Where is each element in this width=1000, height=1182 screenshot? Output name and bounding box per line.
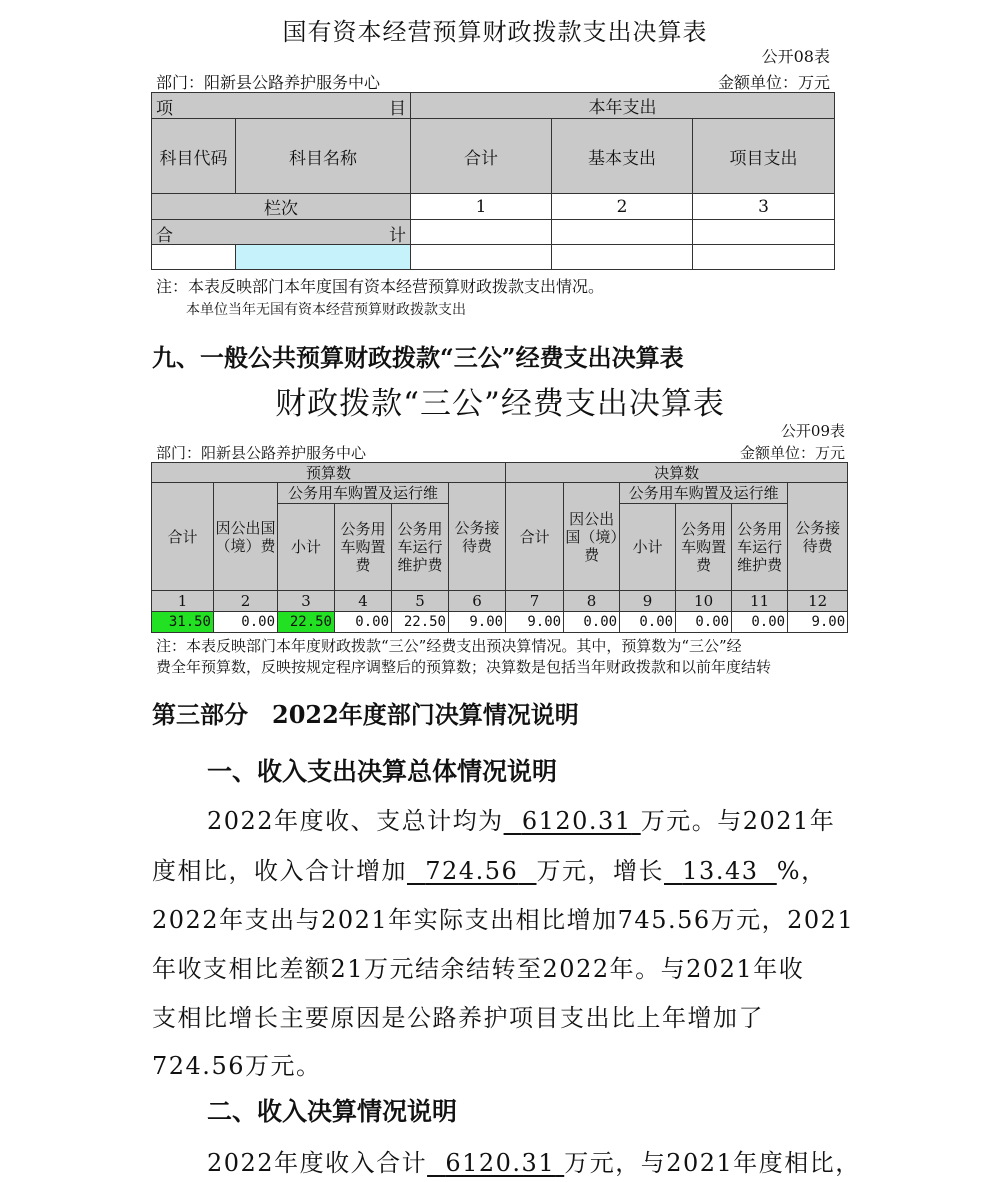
- value-cell: 0.00: [564, 612, 620, 633]
- table08-code: 公开08表: [761, 47, 830, 66]
- header-current-year: 本年支出: [411, 93, 835, 119]
- table09-code: 公开09表: [780, 422, 845, 440]
- section-one-heading: 一、收入支出决算总体情况说明: [207, 757, 558, 786]
- paragraph-line: 2022年支出与2021年实际支出相比增加745.56万元，2021: [152, 906, 855, 934]
- project-cell: [693, 220, 835, 245]
- table09-department: 部门：阳新县公路养护服务中心: [156, 444, 367, 462]
- section-two-heading: 二、收入决算情况说明: [207, 1097, 458, 1126]
- paragraph-line: 年收支相比差额21万元结余结转至2022年。与2021年收: [152, 955, 805, 983]
- col-index: 11: [732, 591, 788, 612]
- header-reception: 公务接待费: [449, 483, 506, 591]
- col-index: 9: [620, 591, 676, 612]
- table09-note-line: 注：本表反映部门本年度财政拨款“三公”经费支出预决算情况。其中，预算数为“三公”经: [156, 637, 742, 655]
- table08-unit: 金额单位：万元: [717, 73, 830, 92]
- col-index: 1: [152, 591, 214, 612]
- total-amount-value: 6120.31: [521, 807, 632, 835]
- value-cell: 9.00: [506, 612, 564, 633]
- header-total: 合计: [411, 119, 552, 194]
- header-subtotal: 小计: [620, 504, 676, 591]
- header-abroad: 因公出国（境）费: [214, 483, 278, 591]
- value-cell: 22.50: [392, 612, 449, 633]
- text: 2022年度收、支总计均为: [207, 807, 504, 835]
- col-index: 1: [411, 194, 552, 220]
- header-subject-name: 科目名称: [236, 119, 411, 194]
- paragraph-line: [207, 801, 835, 836]
- col-index: 6: [449, 591, 506, 612]
- header-vehicle: 公务用车购置及运行维: [278, 483, 449, 504]
- header-abroad: 因公出国（境）费: [564, 483, 620, 591]
- col-index: 4: [335, 591, 392, 612]
- value-cell: 9.00: [449, 612, 506, 633]
- paragraph-line: [207, 1143, 861, 1178]
- paragraph-line: 724.56万元。: [152, 1052, 322, 1080]
- col-index: 3: [693, 194, 835, 220]
- header-project: 项目支出: [693, 119, 835, 194]
- header-item-left: 项: [156, 99, 173, 119]
- header-running: 公务用车运行维护费: [392, 504, 449, 591]
- empty-cell: [236, 245, 411, 270]
- paragraph-line: 支相比增长主要原因是公路养护项目支出比上年增加了: [152, 1004, 764, 1032]
- col-index: 2: [214, 591, 278, 612]
- table09-title: 财政拨款“三公”经费支出决算表: [275, 386, 725, 422]
- header-total: 合计: [506, 483, 564, 591]
- header-total: 合计: [152, 483, 214, 591]
- col-index: 3: [278, 591, 335, 612]
- empty-cell: [411, 245, 552, 270]
- value-cell: 9.00: [788, 612, 848, 633]
- value-cell: 0.00: [676, 612, 732, 633]
- table08-note: 注：本表反映部门本年度国有资本经营预算财政拨款支出情况。: [156, 277, 605, 296]
- col-index: 7: [506, 591, 564, 612]
- header-purchase: 公务用车购置费: [335, 504, 392, 591]
- header-subject-code: 科目代码: [152, 119, 236, 194]
- value-cell: 31.50: [152, 612, 214, 633]
- total-cell: [411, 220, 552, 245]
- table09-unit: 金额单位：万元: [739, 444, 845, 462]
- col-index: 2: [552, 194, 693, 220]
- table08-department: 部门：阳新县公路养护服务中心: [156, 73, 381, 92]
- text: 2022年度收入合计: [207, 1149, 428, 1177]
- col-index: 8: [564, 591, 620, 612]
- total-row-label: [152, 220, 411, 245]
- table08: [151, 92, 835, 270]
- header-purchase: 公务用车购置费: [676, 504, 732, 591]
- section-nine-heading: 九、一般公共预算财政拨款“三公”经费支出决算表: [152, 343, 684, 372]
- text: 度相比，收入合计增加: [152, 857, 407, 885]
- income-total: [427, 1149, 564, 1177]
- value-cell: 0.00: [620, 612, 676, 633]
- table08-note-empty: 本单位当年无国有资本经营预算财政拨款支出: [186, 302, 466, 318]
- header-reception: 公务接待费: [788, 483, 848, 591]
- total-amount: [504, 807, 641, 835]
- empty-cell: [552, 245, 693, 270]
- table09-note-line: 费全年预算数，反映按规定程序调整后的预算数；决算数是包括当年财政拨款和以前年度结转: [156, 658, 772, 676]
- text: 万元，与2021年度相比，: [564, 1149, 861, 1177]
- total-right: 计: [389, 226, 406, 245]
- row-index-label: 栏次: [152, 194, 411, 220]
- header-subtotal: 小计: [278, 504, 335, 591]
- col-index: 10: [676, 591, 732, 612]
- header-item-right: 目: [389, 99, 406, 119]
- income-total-value: 6120.31: [445, 1149, 556, 1177]
- part-three-heading: 第三部分 2022年度部门决算情况说明: [152, 700, 579, 729]
- header-vehicle: 公务用车购置及运行维: [620, 483, 788, 504]
- value-cell: 0.00: [335, 612, 392, 633]
- increase-amount: [407, 857, 537, 885]
- basic-cell: [552, 220, 693, 245]
- table09-note: [156, 636, 856, 678]
- empty-cell: [152, 245, 236, 270]
- text: 万元。与2021年: [640, 807, 836, 835]
- table08-title: 国有资本经营预算财政拨款支出决算表: [282, 18, 708, 46]
- table09: [151, 462, 848, 633]
- value-cell: 0.00: [214, 612, 278, 633]
- header-item: [152, 93, 411, 119]
- text: 万元，增长: [536, 857, 665, 885]
- paragraph-line: [152, 851, 827, 886]
- col-index: 12: [788, 591, 848, 612]
- text: %，: [776, 857, 827, 885]
- header-basic: 基本支出: [552, 119, 693, 194]
- growth-rate: [664, 857, 777, 885]
- header-budget: 预算数: [152, 463, 506, 483]
- total-left: 合: [156, 226, 173, 245]
- empty-cell: [693, 245, 835, 270]
- header-final: 决算数: [506, 463, 848, 483]
- value-cell: 0.00: [732, 612, 788, 633]
- header-running: 公务用车运行维护费: [732, 504, 788, 591]
- increase-amount-value: 724.56: [425, 857, 519, 885]
- value-cell: 22.50: [278, 612, 335, 633]
- col-index: 5: [392, 591, 449, 612]
- growth-rate-value: 13.43: [682, 857, 759, 885]
